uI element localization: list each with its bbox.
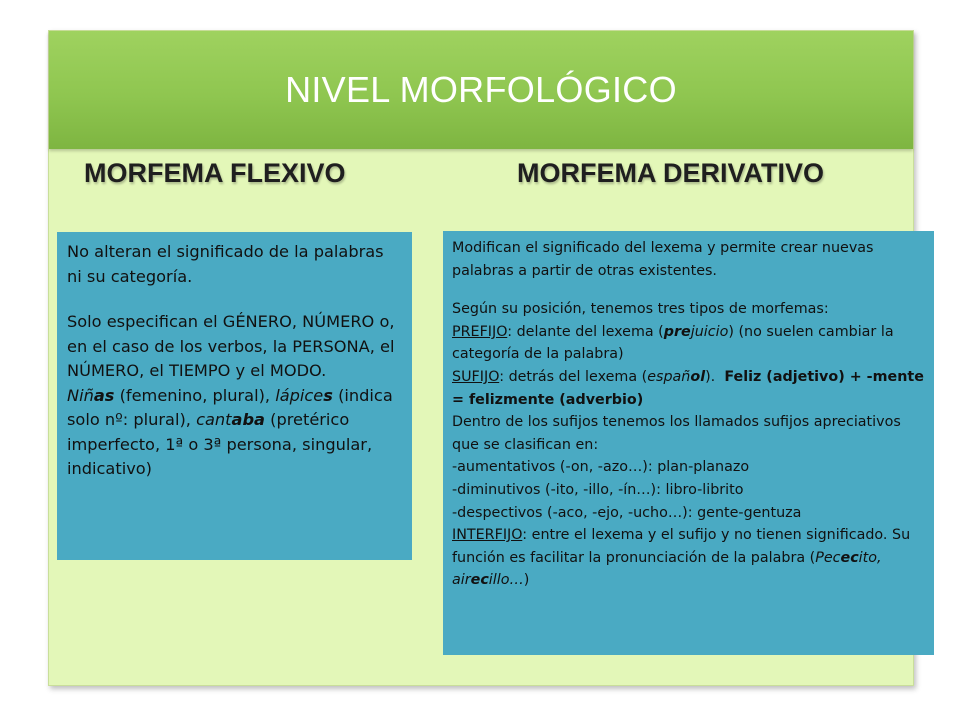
prefijo-text1: : delante del lexema ( bbox=[507, 323, 664, 340]
sufijo-label: SUFIJO bbox=[452, 368, 500, 385]
interfijo-ex2-a: air bbox=[452, 572, 471, 589]
ex2-morph: s bbox=[323, 385, 333, 405]
interfijo-line bbox=[452, 524, 925, 592]
prefijo-ex-stem: juicio bbox=[690, 323, 729, 340]
ex3-note: (pretérico imperfecto, 1ª o 3ª persona, singular, indicativo) bbox=[67, 410, 373, 478]
diminutivos-line: -diminutivos (-ito, -illo, -ín…): libro-librito bbox=[452, 481, 744, 498]
interfijo-text1: : entre el lexema y el sufijo y no tienen significado. Su función es facilitar la pronunciación de la palabra ( bbox=[452, 527, 911, 566]
sufijo-text2: ). bbox=[705, 368, 725, 385]
flexivo-examples bbox=[67, 384, 402, 482]
derivativo-p2: Según su posición, tenemos tres tipos de morfemas: bbox=[452, 301, 829, 318]
aumentativos-line: -aumentativos (-on, -azo…): plan-planazo bbox=[452, 459, 750, 476]
sufijo-text1: : detrás del lexema ( bbox=[499, 368, 648, 385]
flexivo-heading: MORFEMA FLEXIVO bbox=[84, 158, 346, 188]
ex3-stem: cant bbox=[196, 410, 232, 429]
sufijo-line bbox=[452, 366, 925, 411]
apreciativos-line: Dentro de los sufijos tenemos los llamados sufijos apreciativos que se clasifican en: bbox=[452, 414, 901, 453]
ex1-note: (femenino, plural), bbox=[114, 385, 271, 405]
ex3-morph: aba bbox=[231, 410, 265, 429]
prefijo-text2: ) (no suelen cambiar la categoría de la palabra) bbox=[452, 323, 894, 363]
derivativo-p1: Modifican el significado del lexema y permite crear nuevas palabras a partir de otras existentes. bbox=[452, 240, 874, 279]
prefijo-ex-morph: pre bbox=[663, 323, 691, 340]
ex2-stem: lápice bbox=[275, 385, 324, 405]
interfijo-ex1-c: ito, bbox=[858, 549, 882, 566]
sufijo-ex-stem: españ bbox=[647, 368, 691, 385]
sufijo-ex-morph: ol bbox=[690, 368, 706, 385]
interfijo-label: INTERFIJO bbox=[452, 527, 523, 544]
slide-title: NIVEL MORFOLÓGICO bbox=[285, 69, 677, 110]
flexivo-box bbox=[57, 232, 412, 560]
prefijo-label: PREFIJO bbox=[452, 323, 508, 340]
interfijo-ex2-c: illo… bbox=[488, 572, 524, 589]
interfijo-ex1-b: ec bbox=[840, 549, 859, 566]
title-banner bbox=[49, 31, 913, 149]
despectivos-line: -despectivos (-aco, -ejo, -ucho…): gente-gentuza bbox=[452, 504, 802, 521]
flexivo-p2: Solo especifican el GÉNERO, NÚMERO o, en el caso de los verbos, la PERSONA, el NÚMERO, el TIEMPO y el MODO. bbox=[67, 312, 395, 380]
derivativo-heading: MORFEMA DERIVATIVO bbox=[517, 158, 824, 188]
ex1-morph: as bbox=[93, 385, 115, 405]
flexivo-p1: No alteran el significado de la palabras ni su categoría. bbox=[67, 242, 384, 286]
prefijo-line bbox=[452, 321, 925, 366]
sufijo-bold-example: Feliz (adjetivo) + -mente = felizmente (adverbio) bbox=[452, 368, 924, 408]
interfijo-ex2-b: ec bbox=[470, 572, 489, 589]
interfijo-text2: ) bbox=[523, 572, 530, 589]
ex1-stem: Niñ bbox=[67, 385, 94, 405]
ex2-note: (indica solo nº: plural), bbox=[67, 385, 393, 429]
interfijo-ex1-a: Pec bbox=[815, 549, 841, 566]
derivativo-box bbox=[443, 231, 934, 655]
